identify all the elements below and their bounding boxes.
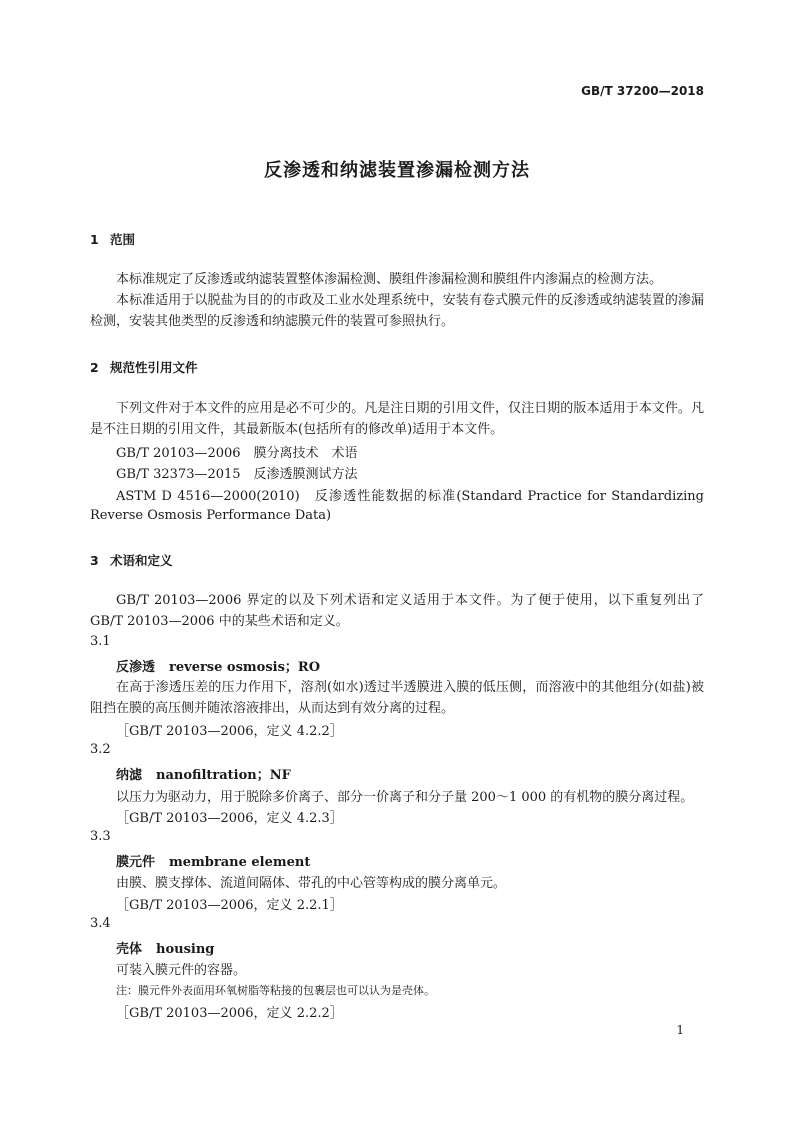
term-chinese: 纳滤 xyxy=(116,768,143,783)
term-english: housing xyxy=(156,942,215,957)
section-title: 规范性引用文件 xyxy=(110,360,198,375)
document-title: 反渗透和纳滤装置渗漏检测方法 xyxy=(264,160,530,181)
term-definition: 在高于渗透压差的压力作用下，溶剂(如水)透过半透膜进入膜的低压侧，而溶液中的其他组分(如盐)被阻挡在膜的高压侧并随浓溶液排出，从而达到有效分离的过程。 xyxy=(90,680,704,716)
term-number: 3.4 xyxy=(90,916,111,931)
term-english: reverse osmosis；RO xyxy=(169,660,321,675)
section-title: 术语和定义 xyxy=(110,553,173,568)
section-3-para-1: GB/T 20103—2006 界定的以及下列术语和定义适用于本文件。为了便于使用，以下重复列出了GB/T 20103—2006 中的某些术语和定义。 xyxy=(90,593,704,629)
standard-number: GB/T 37200—2018 xyxy=(581,84,704,98)
section-3-heading xyxy=(90,551,173,569)
normative-reference-astm-line-2: Reverse Osmosis Performance Data) xyxy=(90,508,332,523)
section-number: 1 xyxy=(90,232,99,247)
section-2-para-1: 下列文件对于本文件的应用是必不可少的。凡是注日期的引用文件，仅注日期的版本适用于本文件。凡是不注日期的引用文件，其最新版本(包括所有的修改单)适用于本文件。 xyxy=(90,401,704,437)
term-definition: 以压力为驱动力，用于脱除多价离子、部分一价离子和分子量 200～1 000 的有机物的膜分离过程。 xyxy=(116,790,694,805)
page-number: 1 xyxy=(676,1023,684,1037)
term-source: ［GB/T 20103—2006，定义 2.2.1］ xyxy=(116,898,343,913)
term-number: 3.3 xyxy=(90,829,111,844)
term-entry xyxy=(116,938,214,957)
term-definition: 由膜、膜支撑体、流道间隔体、带孔的中心管等构成的膜分离单元。 xyxy=(116,876,507,891)
term-note: 注：膜元件外表面用环氧树脂等粘接的包裹层也可以认为是壳体。 xyxy=(116,984,435,997)
section-2-heading xyxy=(90,358,198,376)
term-source: ［GB/T 20103—2006，定义 2.2.2］ xyxy=(116,1006,343,1021)
section-number: 2 xyxy=(90,360,99,375)
term-number: 3.2 xyxy=(90,742,111,757)
term-chinese: 膜元件 xyxy=(116,855,156,870)
term-source: ［GB/T 20103—2006，定义 4.2.2］ xyxy=(116,724,343,739)
term-number: 3.1 xyxy=(90,634,111,649)
term-entry xyxy=(116,656,320,675)
normative-reference-astm-line-1: ASTM D 4516—2000(2010) 反渗透性能数据的标准(Standard Practice for Standardizing xyxy=(116,489,704,504)
term-definition: 可装入膜元件的容器。 xyxy=(116,963,247,978)
section-title: 范围 xyxy=(110,232,136,247)
term-source: ［GB/T 20103—2006，定义 4.2.3］ xyxy=(116,811,343,826)
section-number: 3 xyxy=(90,553,99,568)
term-entry xyxy=(116,851,310,870)
section-1-para-1: 本标准规定了反渗透或纳滤装置整体渗漏检测、膜组件渗漏检测和膜组件内渗漏点的检测方法。 xyxy=(116,272,663,287)
section-1-heading xyxy=(90,230,135,248)
term-chinese: 壳体 xyxy=(116,942,143,957)
section-1-para-2: 本标准适用于以脱盐为目的的市政及工业水处理系统中，安装有卷式膜元件的反渗透或纳滤装置的渗漏检测，安装其他类型的反渗透和纳滤膜元件的装置可参照执行。 xyxy=(90,293,704,329)
term-english: membrane element xyxy=(169,855,311,870)
normative-reference: GB/T 32373—2015 反渗透膜测试方法 xyxy=(116,467,358,482)
term-chinese: 反渗透 xyxy=(116,660,156,675)
normative-reference: GB/T 20103—2006 膜分离技术 术语 xyxy=(116,446,358,461)
term-entry xyxy=(116,764,291,783)
term-english: nanofiltration；NF xyxy=(156,768,291,783)
